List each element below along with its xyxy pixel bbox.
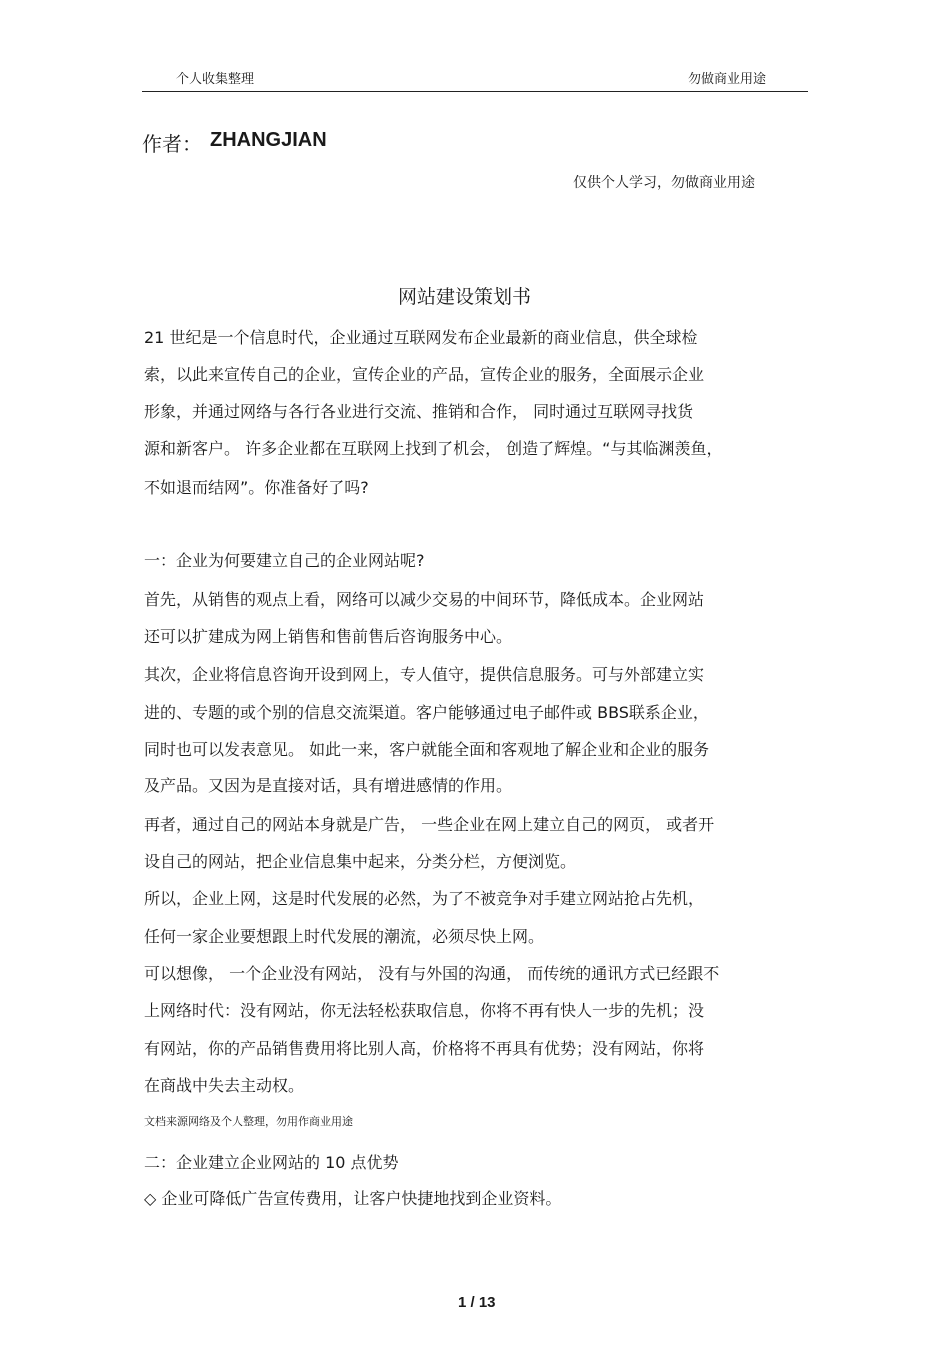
section1-line: 同时也可以发表意见。 如此一来，客户就能全面和客观地了解企业和企业的服务 <box>144 740 710 759</box>
section1-line: 再者，通过自己的网站本身就是广告， 一些企业在网上建立自己的网页， 或者开 <box>144 815 715 834</box>
section1-line: 任何一家企业要想跟上时代发展的潮流，必须尽快上网。 <box>144 927 545 946</box>
header-right: 勿做商业用途 <box>688 72 767 87</box>
source-note: 文档来源网络及个人整理，勿用作商业用途 <box>144 1115 353 1128</box>
section1-line: 可以想像， 一个企业没有网站， 没有与外国的沟通， 而传统的通讯方式已经跟不 <box>144 964 720 983</box>
section1-line: 上网络时代：没有网站，你无法轻松获取信息，你将不再有快人一步的先机；没 <box>144 1001 705 1020</box>
usage-notice: 仅供个人学习，勿做商业用途 <box>573 175 755 191</box>
section1-line: 进的、专题的或个别的信息交流渠道。客户能够通过电子邮件或 BBS联系企业， <box>144 703 709 722</box>
author-name: ZHANGJIAN <box>210 129 327 151</box>
intro-line: 形象，并通过网络与各行各业进行交流、推销和合作， 同时通过互联网寻找货 <box>144 402 694 421</box>
section2-heading: 二：企业建立企业网站的 10 点优势 <box>144 1153 399 1172</box>
intro-line: 不如退而结网”。你准备好了吗? <box>144 478 369 497</box>
intro-line: 21 世纪是一个信息时代，企业通过互联网发布企业最新的商业信息，供全球检 <box>144 328 698 347</box>
section1-line: 所以，企业上网，这是时代发展的必然，为了不被竞争对手建立网站抢占先机， <box>144 889 705 908</box>
page-number: 1 / 13 <box>458 1294 496 1311</box>
section1-line: 其次，企业将信息咨询开设到网上，专人值守，提供信息服务。可与外部建立实 <box>144 665 705 684</box>
section1-heading: 一：企业为何要建立自己的企业网站呢? <box>144 551 425 570</box>
section1-line: 在商战中失去主动权。 <box>144 1076 305 1095</box>
section1-line: 还可以扩建成为网上销售和售前售后咨询服务中心。 <box>144 627 513 646</box>
section1-line: 有网站，你的产品销售费用将比别人高，价格将不再具有优势；没有网站，你将 <box>144 1039 705 1058</box>
intro-line: 索，以此来宣传自己的企业，宣传企业的产品，宣传企业的服务，全面展示企业 <box>144 365 705 384</box>
intro-line: 源和新客户。 许多企业都在互联网上找到了机会， 创造了辉煌。“与其临渊羡鱼， <box>144 439 723 458</box>
document-title: 网站建设策划书 <box>398 286 532 308</box>
section2-bullet: ◇ 企业可降低广告宣传费用，让客户快捷地找到企业资料。 <box>144 1189 562 1208</box>
section1-line: 及产品。又因为是直接对话，具有增进感情的作用。 <box>144 776 513 795</box>
author-label: 作者： <box>142 132 202 156</box>
header-left: 个人收集整理 <box>176 72 255 87</box>
section1-line: 首先，从销售的观点上看，网络可以减少交易的中间环节，降低成本。企业网站 <box>144 590 705 609</box>
header-rule <box>142 91 808 92</box>
section1-line: 设自己的网站，把企业信息集中起来，分类分栏，方便浏览。 <box>144 852 577 871</box>
